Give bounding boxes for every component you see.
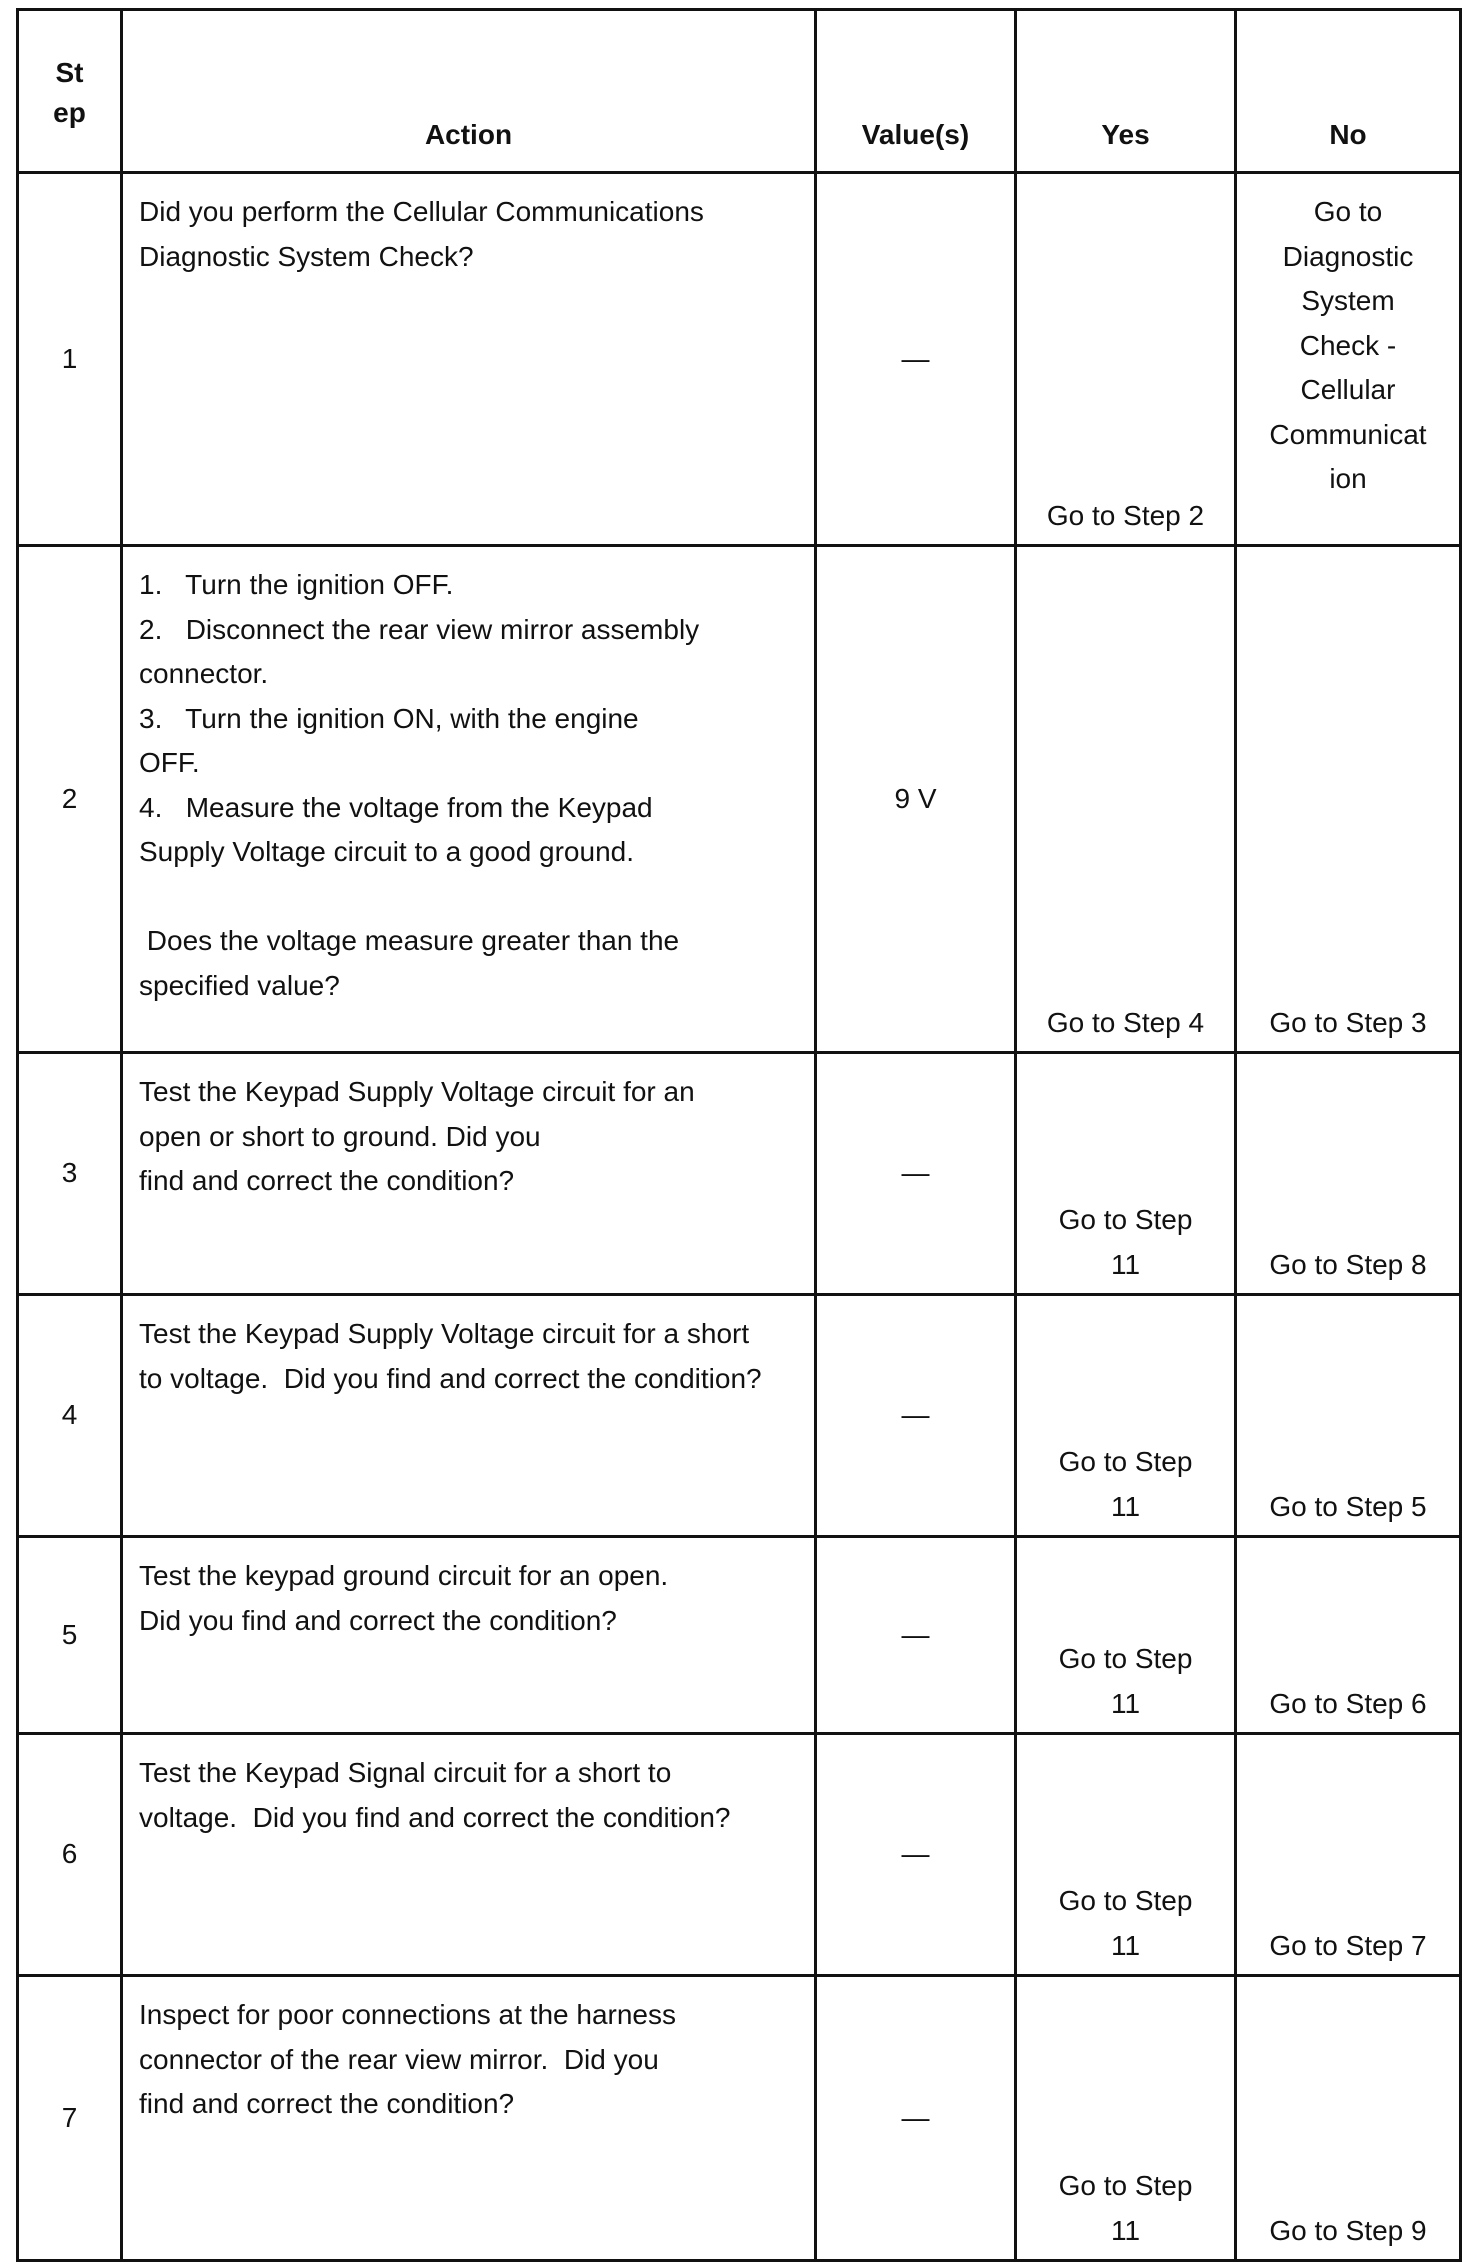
yes-cell: Go to Step 2	[1016, 173, 1236, 546]
action-line: 2. Disconnect the rear view mirror assembly	[139, 613, 700, 645]
value-cell: —	[816, 173, 1016, 546]
yes-line: Go to Step	[1058, 1643, 1193, 1674]
table-row	[18, 173, 1461, 546]
action-line: Test the keypad ground circuit for an open.	[139, 1560, 669, 1591]
no-line: ion	[1329, 463, 1367, 494]
step-number: 6	[18, 1734, 122, 1976]
value-cell: —	[816, 1734, 1016, 1976]
value-cell: —	[816, 1053, 1016, 1295]
action-line: Inspect for poor connections at the harness	[139, 1999, 676, 2030]
action-cell	[122, 1295, 816, 1537]
header-action: Action	[122, 10, 816, 173]
action-line: OFF.	[139, 747, 200, 778]
yes-cell	[1016, 1053, 1236, 1295]
action-cell	[122, 546, 816, 1053]
no-line: Communicat	[1269, 418, 1427, 450]
no-cell: Go to Step 5	[1236, 1295, 1461, 1537]
no-line: Cellular	[1300, 374, 1396, 405]
yes-line: 11	[1110, 1929, 1141, 1961]
action-line: Did you find and correct the condition?	[139, 1604, 617, 1636]
action-line: connector.	[139, 658, 269, 689]
no-line: System	[1301, 285, 1395, 316]
action-line: connector of the rear view mirror. Did you	[139, 2043, 659, 2075]
no-cell: Go to Step 6	[1236, 1537, 1461, 1734]
header-yes: Yes	[1016, 10, 1236, 173]
yes-cell	[1016, 1734, 1236, 1976]
no-cell: Go to Step 3	[1236, 546, 1461, 1053]
step-number: 4	[18, 1295, 122, 1537]
step-number: 5	[18, 1537, 122, 1734]
no-line: Diagnostic	[1282, 240, 1414, 272]
action-line: voltage. Did you find and correct the condition?	[139, 1801, 731, 1833]
yes-cell	[1016, 1976, 1236, 2261]
step-number: 1	[18, 173, 122, 546]
action-line: to voltage. Did you find and correct the condition?	[139, 1362, 762, 1394]
yes-cell	[1016, 1295, 1236, 1537]
action-cell	[122, 1053, 816, 1295]
yes-line: 11	[1110, 1687, 1141, 1719]
no-line: Check -	[1299, 329, 1397, 361]
header-step-line1: St	[55, 57, 84, 88]
step-number: 7	[18, 1976, 122, 2261]
paragraph-gap	[139, 875, 802, 920]
action-line: Does the voltage measure greater than the	[139, 925, 680, 956]
action-line: find and correct the condition?	[139, 2088, 515, 2119]
yes-line: Go to Step	[1058, 2170, 1193, 2201]
action-line: Test the Keypad Signal circuit for a short to	[139, 1757, 672, 1788]
table-row	[18, 1976, 1461, 2261]
header-step	[18, 10, 122, 173]
action-line: Diagnostic System Check?	[139, 240, 474, 272]
action-cell	[122, 1734, 816, 1976]
action-line: Did you perform the Cellular Communications	[139, 196, 704, 227]
header-step-line2: ep	[53, 97, 86, 128]
table-row	[18, 1053, 1461, 1295]
action-line: Test the Keypad Supply Voltage circuit for a short	[139, 1318, 750, 1349]
action-line: 3. Turn the ignition ON, with the engine	[139, 702, 639, 734]
action-line: 4. Measure the voltage from the Keypad	[139, 791, 653, 823]
yes-line: Go to Step	[1058, 1204, 1193, 1235]
step-number: 2	[18, 546, 122, 1053]
table-row	[18, 1734, 1461, 1976]
action-line: open or short to ground. Did you	[139, 1120, 541, 1152]
table-header-row	[18, 10, 1461, 173]
diagnostic-table	[16, 8, 1462, 2262]
yes-line: 11	[1110, 1248, 1141, 1280]
value-cell: —	[816, 1537, 1016, 1734]
no-cell	[1236, 173, 1461, 546]
header-values: Value(s)	[816, 10, 1016, 173]
step-number: 3	[18, 1053, 122, 1295]
yes-line: 11	[1110, 2214, 1141, 2246]
action-line: 1. Turn the ignition OFF.	[139, 569, 454, 600]
action-line: find and correct the condition?	[139, 1165, 515, 1196]
table-row	[18, 546, 1461, 1053]
table-row	[18, 1537, 1461, 1734]
yes-line: 11	[1110, 1490, 1141, 1522]
no-cell: Go to Step 7	[1236, 1734, 1461, 1976]
action-cell	[122, 1976, 816, 2261]
no-cell: Go to Step 9	[1236, 1976, 1461, 2261]
yes-cell: Go to Step 4	[1016, 546, 1236, 1053]
action-line: specified value?	[139, 969, 340, 1001]
value-cell: 9 V	[816, 546, 1016, 1053]
action-line: Test the Keypad Supply Voltage circuit for an	[139, 1076, 695, 1107]
yes-line: Go to Step	[1058, 1446, 1193, 1477]
table-row	[18, 1295, 1461, 1537]
yes-line: Go to Step	[1058, 1885, 1193, 1916]
no-line: Go to	[1313, 196, 1383, 227]
no-cell: Go to Step 8	[1236, 1053, 1461, 1295]
action-cell	[122, 173, 816, 546]
value-cell: —	[816, 1976, 1016, 2261]
header-no: No	[1236, 10, 1461, 173]
yes-cell	[1016, 1537, 1236, 1734]
value-cell: —	[816, 1295, 1016, 1537]
action-cell	[122, 1537, 816, 1734]
action-line: Supply Voltage circuit to a good ground.	[139, 836, 635, 867]
